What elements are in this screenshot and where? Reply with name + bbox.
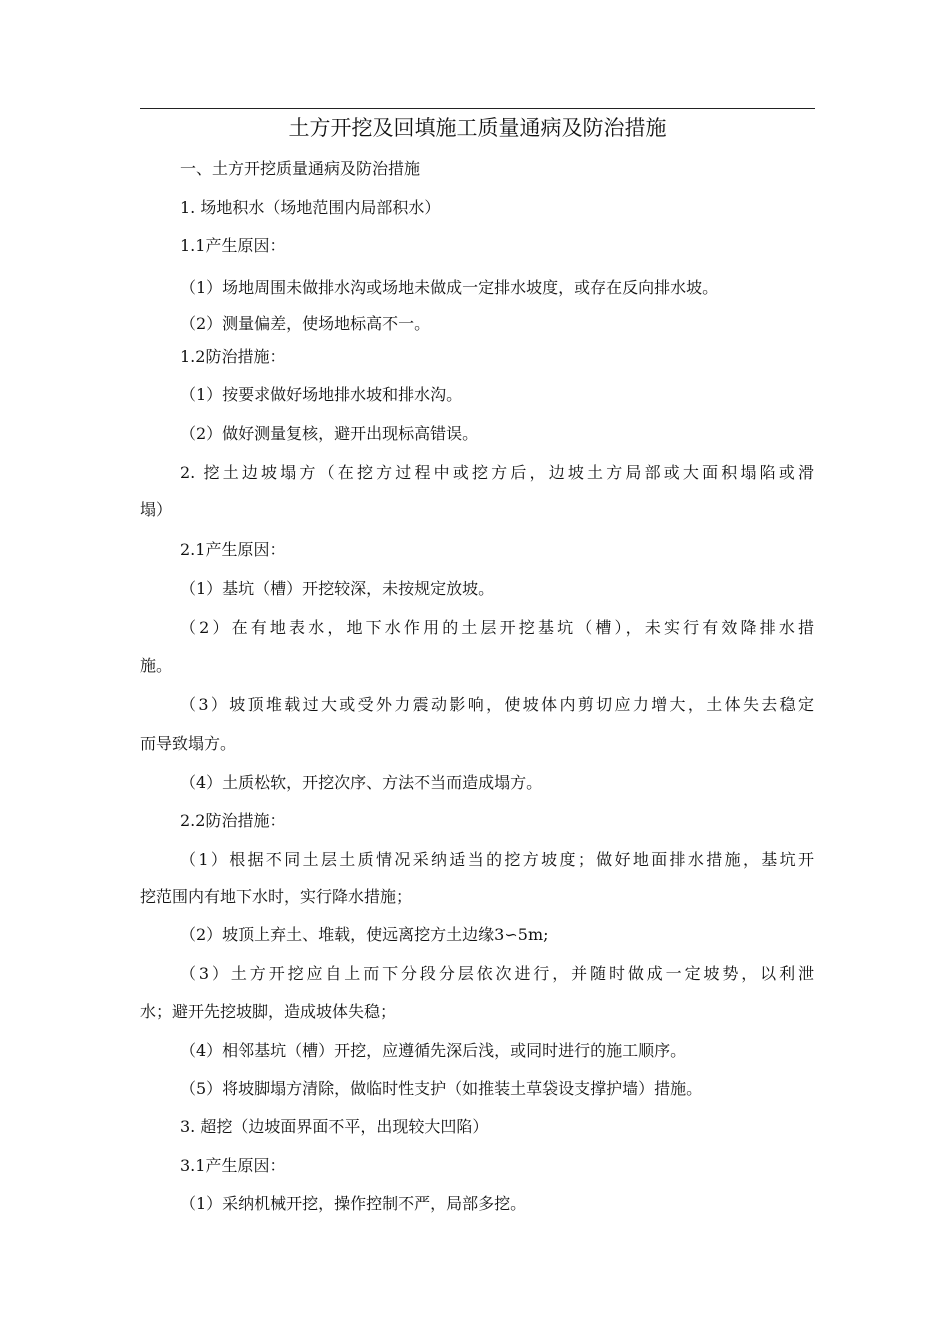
subsection-heading: 3. 超挖（边坡面界面不平，出现较大凹陷） <box>180 1117 489 1136</box>
item-heading: 2.1产生原因： <box>180 540 286 559</box>
section-heading: 一、土方开挖质量通病及防治措施 <box>180 159 421 178</box>
paragraph-line: （3）土方开挖应自上而下分段分层依次进行，并随时做成一定坡势，以利泄 <box>180 964 814 983</box>
item-heading: 1.1产生原因： <box>180 236 286 255</box>
paragraph-line: 挖范围内有地下水时，实行降水措施； <box>140 887 413 906</box>
paragraph-line: 塌） <box>140 500 173 519</box>
paragraph-line: （1）基坑（槽）开挖较深，未按规定放坡。 <box>180 579 495 598</box>
subsection-heading: 2. 挖土边坡塌方（在挖方过程中或挖方后，边坡土方局部或大面积塌陷或滑 <box>180 463 814 482</box>
item-heading: 1.2防治措施： <box>180 347 286 366</box>
paragraph-line: 水；避开先挖坡脚，造成坡体失稳； <box>140 1002 397 1021</box>
paragraph-line: （1）根据不同土层土质情况采纳适当的挖方坡度；做好地面排水措施，基坑开 <box>180 850 814 869</box>
paragraph-line: （2）做好测量复核，避开出现标高错误。 <box>180 424 479 443</box>
paragraph-line: （2）坡顶上弃土、堆载，使远离挖方土边缘3∽5m; <box>180 925 549 944</box>
paragraph-line: （4）土质松软，开挖次序、方法不当而造成塌方。 <box>180 773 543 792</box>
paragraph-line: （5）将坡脚塌方清除，做临时性支护（如推装土草袋设支撑护墙）措施。 <box>180 1079 703 1098</box>
paragraph-line: （1）场地周围未做排水沟或场地未做成一定排水坡度，或存在反向排水坡。 <box>180 278 719 297</box>
paragraph-line: （2）在有地表水，地下水作用的土层开挖基坑（槽），未实行有效降排水措 <box>180 618 814 637</box>
item-heading: 2.2防治措施： <box>180 811 286 830</box>
paragraph-line: （3）坡顶堆载过大或受外力震动影响，使坡体内剪切应力增大，土体失去稳定 <box>180 695 814 714</box>
paragraph-line: （2）测量偏差，使场地标高不一。 <box>180 314 431 333</box>
header-rule <box>140 108 815 109</box>
paragraph-line: 施。 <box>140 656 173 675</box>
paragraph-line: （1）按要求做好场地排水坡和排水沟。 <box>180 385 463 404</box>
paragraph-line: （4）相邻基坑（槽）开挖，应遵循先深后浅，或同时进行的施工顺序。 <box>180 1041 687 1060</box>
item-heading: 3.1产生原因： <box>180 1156 286 1175</box>
document-title: 土方开挖及回填施工质量通病及防治措施 <box>288 116 667 140</box>
subsection-heading: 1. 场地积水（场地范围内局部积水） <box>180 198 441 217</box>
paragraph-line: （1）采纳机械开挖，操作控制不严，局部多挖。 <box>180 1194 527 1213</box>
paragraph-line: 而导致塌方。 <box>140 734 237 753</box>
